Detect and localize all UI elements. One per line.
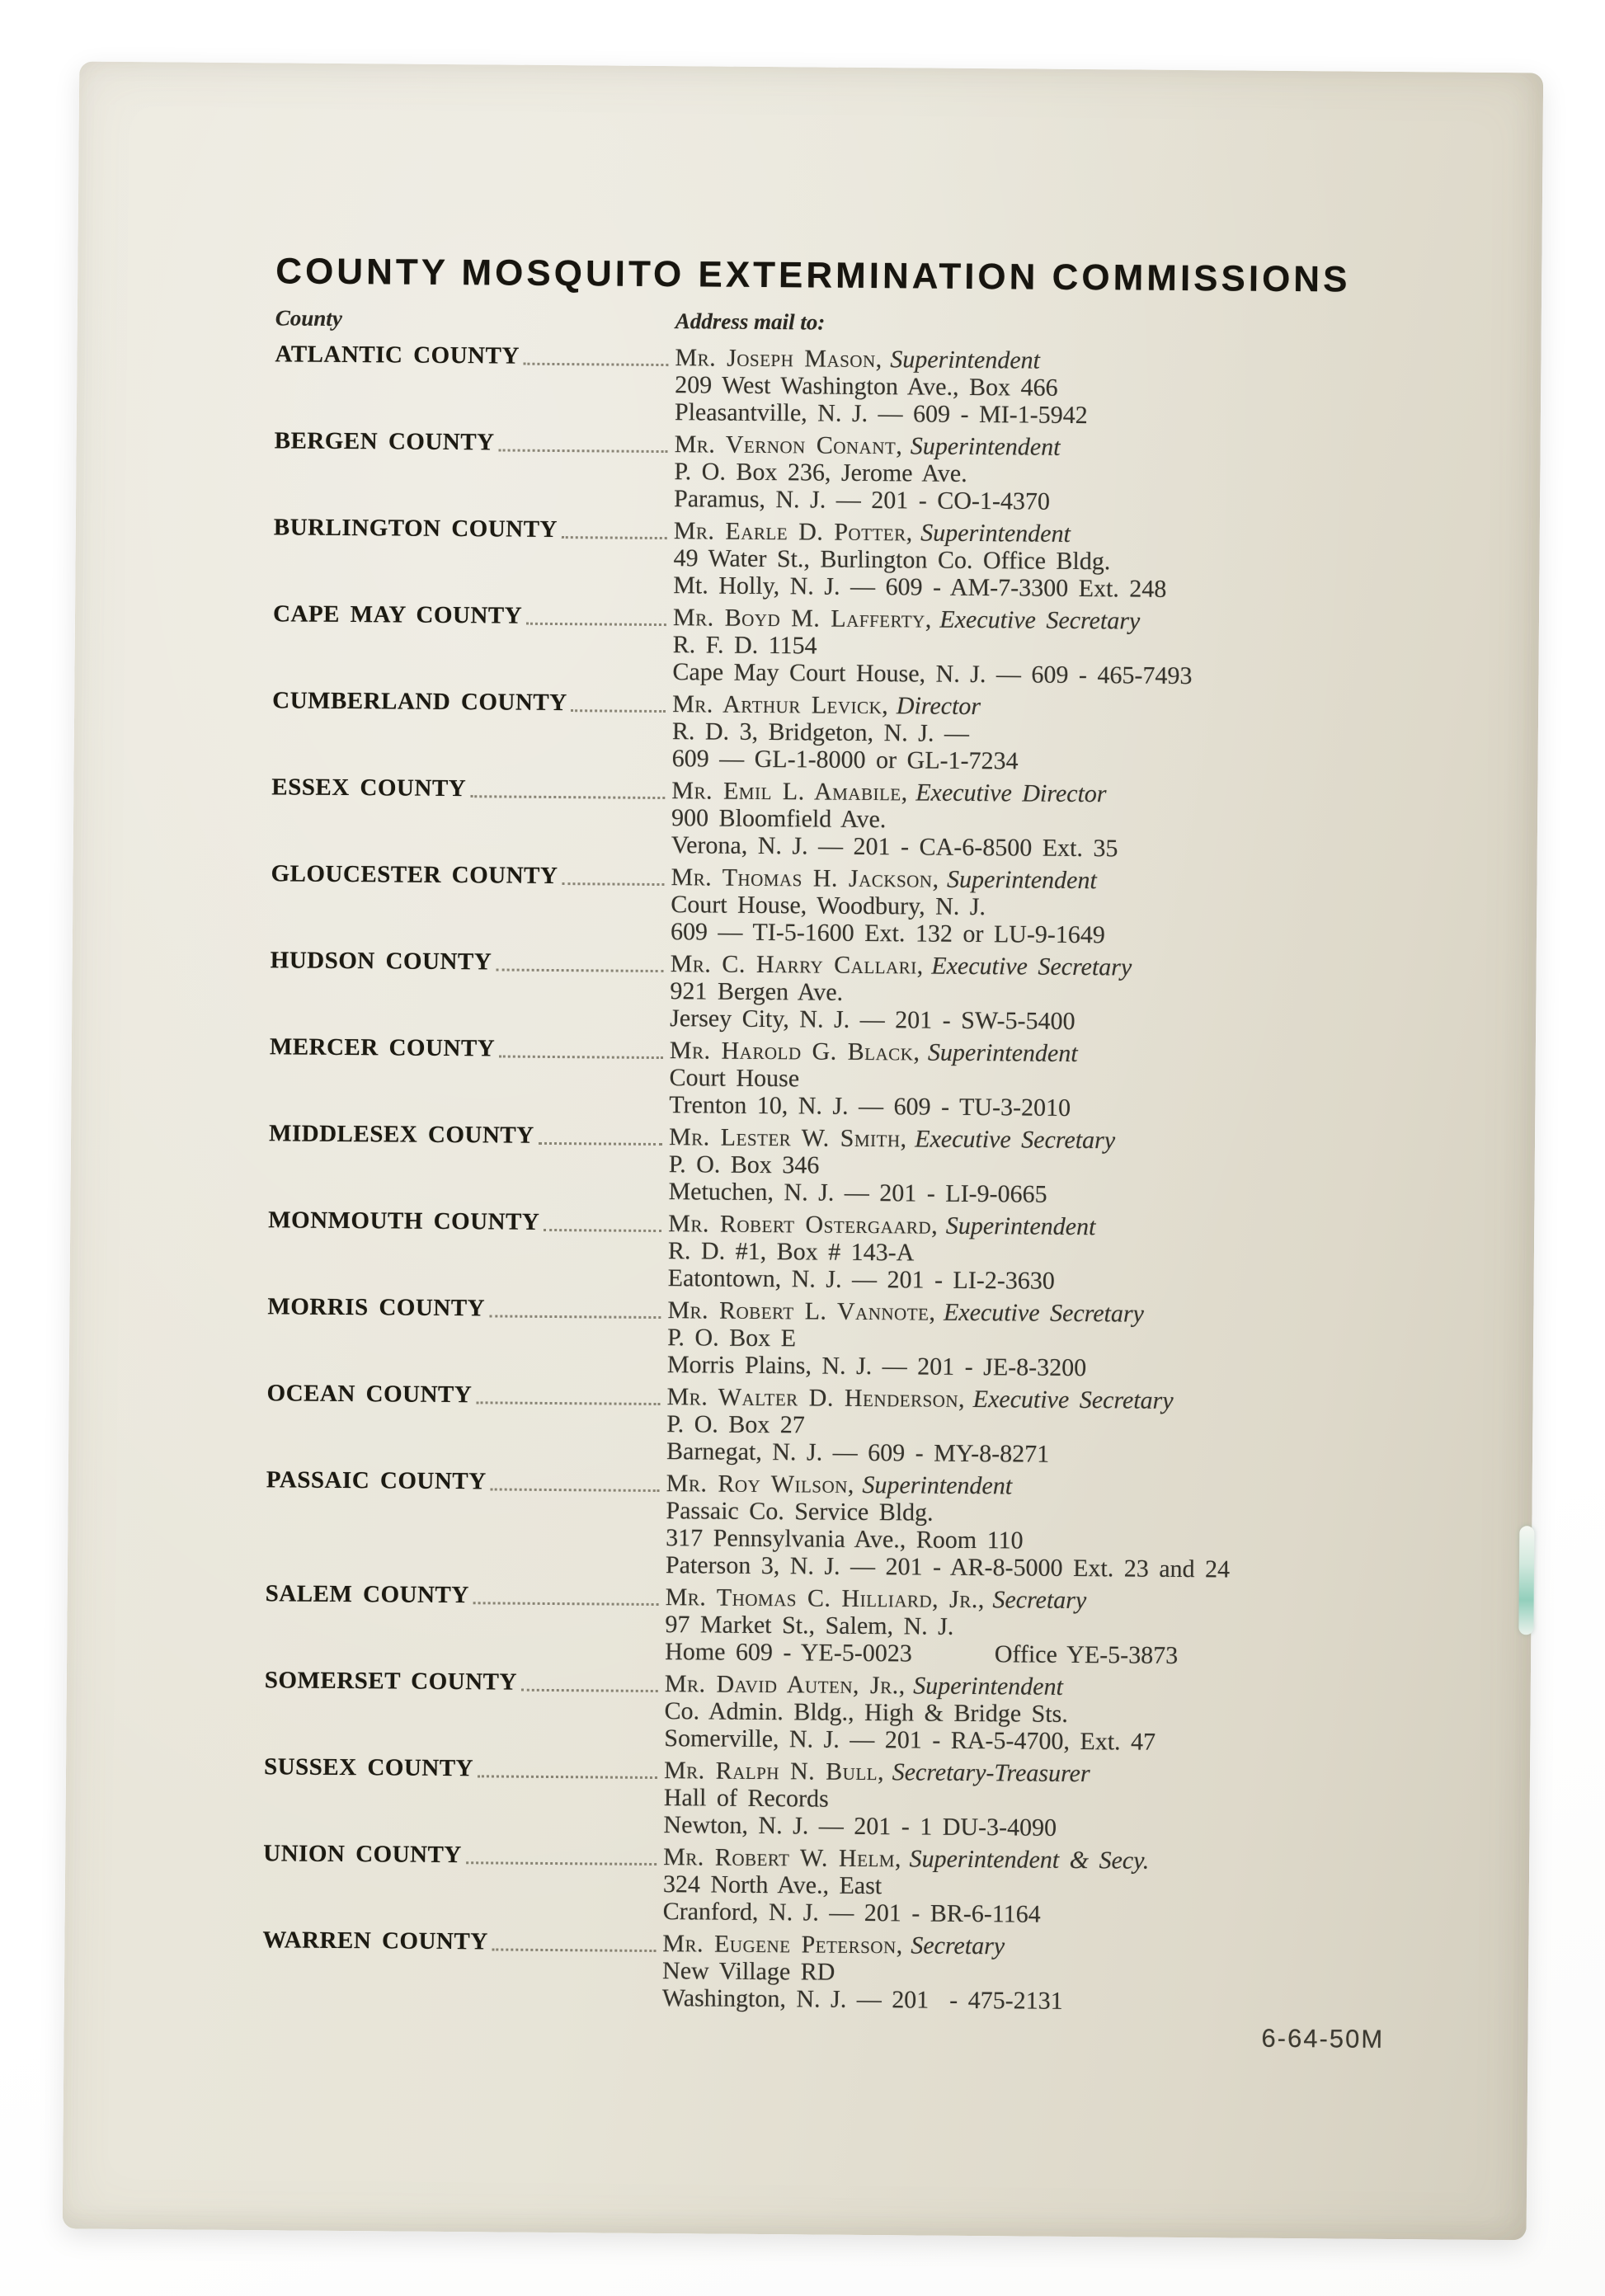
contact-role: Executive Secretary — [939, 605, 1141, 635]
contact-role: Secretary-Treasurer — [892, 1758, 1090, 1788]
entry-county-cell — [273, 514, 674, 599]
page-content — [262, 251, 1497, 2023]
contact-role: Executive Secretary — [915, 1125, 1116, 1155]
dotted-leader — [539, 1122, 663, 1146]
contact-role: Executive Secretary — [972, 1386, 1174, 1414]
entry-address-cell — [666, 1383, 1488, 1471]
contact-role: Superintendent — [927, 1038, 1078, 1067]
dotted-leader — [478, 1755, 657, 1779]
dotted-leader — [562, 863, 664, 886]
entry-address-cell — [671, 863, 1492, 952]
county-name: SUSSEX COUNTY — [263, 1753, 474, 1782]
entry-row — [272, 687, 1494, 779]
entry-address-cell — [664, 1670, 1485, 1758]
dotted-leader — [491, 1468, 660, 1492]
county-name: CUMBERLAND COUNTY — [272, 687, 567, 717]
contact-name: Mr. Roy Wilson, — [666, 1470, 855, 1499]
entry-county-cell — [271, 774, 672, 859]
document-page — [63, 61, 1544, 2240]
dotted-leader — [489, 1295, 661, 1319]
column-header-county: County — [275, 305, 342, 331]
address-line: R. D. 3, Bridgeton, N. J. — — [671, 718, 970, 747]
entry-row — [269, 1033, 1490, 1125]
county-name: OCEAN COUNTY — [266, 1380, 473, 1409]
address-line: 921 Bergen Ave. — [670, 977, 844, 1006]
address-line: Hall of Records — [663, 1784, 829, 1813]
address-line: Home 609 - YE-5-0023 Office YE-5-3873 — [665, 1638, 1179, 1669]
dotted-leader — [524, 343, 669, 366]
county-name: ATLANTIC COUNTY — [275, 341, 520, 369]
entry-county-cell — [267, 1293, 668, 1378]
entry-county-cell — [272, 600, 673, 685]
contact-name: Mr. Walter D. Henderson, — [666, 1383, 966, 1413]
entry-address-cell — [670, 950, 1491, 1038]
entry-address-cell — [665, 1583, 1486, 1672]
contact-name: Mr. Lester W. Smith, — [668, 1123, 907, 1153]
address-line: Trenton 10, N. J. — 609 - TU-3-2010 — [669, 1091, 1071, 1122]
entry-row — [268, 1120, 1490, 1212]
dotted-leader — [562, 516, 667, 539]
address-line: New Village RD — [661, 1957, 835, 1986]
address-line: 97 Market St., Salem, N. J. — [665, 1611, 954, 1640]
entry-row — [271, 860, 1492, 952]
entry-row — [266, 1466, 1487, 1585]
entry-address-cell — [674, 430, 1495, 519]
contact-name: Mr. C. Harry Callari, — [670, 950, 924, 980]
contact-name: Mr. Boyd M. Lafferty, — [672, 604, 932, 633]
column-headers — [275, 305, 1496, 341]
address-line: Eatontown, N. J. — 201 - LI-2-3630 — [667, 1264, 1055, 1295]
entry-county-cell — [262, 1927, 663, 2011]
address-line: P. O. Box E — [667, 1324, 797, 1353]
dotted-leader — [526, 603, 666, 626]
county-name: MERCER COUNTY — [269, 1033, 496, 1062]
address-line: Verona, N. J. — 201 - CA-6-8500 Ext. 35 — [671, 831, 1118, 863]
contact-name: Mr. Thomas H. Jackson, — [671, 863, 939, 893]
address-line: Cape May Court House, N. J. — 609 - 465-7493 — [672, 658, 1193, 690]
dotted-leader — [476, 1381, 661, 1405]
entry-county-cell — [274, 427, 675, 512]
dotted-leader — [492, 1928, 657, 1952]
address-line: Passaic Co. Service Bldg. — [666, 1497, 934, 1527]
entry-county-cell — [266, 1380, 667, 1465]
entry-address-cell — [662, 1930, 1484, 2018]
contact-name: Mr. Thomas C. Hilliard, Jr., — [665, 1583, 985, 1614]
dotted-leader — [466, 1842, 657, 1866]
address-line: Morris Plains, N. J. — 201 - JE-8-3200 — [666, 1351, 1087, 1382]
page-title: COUNTY MOSQUITO EXTERMINATION COMMISSIONS — [275, 251, 1351, 300]
entry-row — [263, 1840, 1485, 1931]
address-line: P. O. Box 27 — [666, 1410, 805, 1439]
dotted-leader — [496, 948, 664, 972]
contact-role: Superintendent — [910, 432, 1061, 461]
entry-row — [273, 514, 1494, 605]
entry-address-cell — [672, 690, 1494, 779]
contact-name: Mr. Emil L. Amabile, — [671, 777, 908, 807]
address-line: Mt. Holly, N. J. — 609 - AM-7-3300 Ext. 248 — [673, 572, 1167, 603]
entry-address-cell — [671, 777, 1493, 865]
address-line: Court House — [669, 1064, 800, 1093]
entry-county-cell — [268, 1207, 669, 1292]
dotted-leader — [521, 1669, 658, 1692]
county-name: SALEM COUNTY — [265, 1580, 469, 1609]
dotted-leader — [470, 775, 665, 799]
contact-role: Secretary — [992, 1586, 1087, 1615]
contact-role: Director — [896, 692, 981, 721]
entry-row — [262, 1927, 1484, 2018]
entry-address-cell — [668, 1123, 1490, 1212]
contact-name: Mr. Robert L. Vannote, — [667, 1296, 936, 1326]
contact-name: Mr. Ralph N. Bull, — [663, 1757, 885, 1786]
column-header-address: Address mail to: — [675, 308, 826, 335]
entry-county-cell — [263, 1753, 664, 1838]
contact-role: Superintendent — [913, 1672, 1064, 1701]
dotted-leader — [499, 1035, 663, 1059]
address-line: Paramus, N. J. — 201 - CO-1-4370 — [674, 485, 1051, 515]
entry-county-cell — [268, 1120, 669, 1205]
address-line: 609 — GL-1-8000 or GL-1-7234 — [671, 745, 1019, 775]
county-name: GLOUCESTER COUNTY — [271, 860, 558, 890]
contact-role: Superintendent — [920, 519, 1071, 548]
county-list — [262, 341, 1496, 2018]
address-line: Somerville, N. J. — 201 - RA-5-4700, Ext. 47 — [664, 1724, 1156, 1756]
contact-name: Mr. Robert Ostergaard, — [668, 1210, 939, 1240]
entry-county-cell — [271, 860, 671, 945]
entry-address-cell — [668, 1210, 1490, 1298]
address-line: 324 North Ave., East — [662, 1870, 883, 1900]
entry-row — [265, 1580, 1486, 1672]
county-name: BERGEN COUNTY — [274, 427, 495, 456]
address-line: 317 Pennsylvania Ave., Room 110 — [666, 1524, 1024, 1555]
address-line: R. D. #1, Box # 143-A — [667, 1237, 915, 1267]
address-line: Pleasantville, N. J. — 609 - MI-1-5942 — [674, 398, 1088, 430]
address-line: Court House, Woodbury, N. J. — [671, 891, 986, 921]
entry-county-cell — [270, 947, 671, 1032]
contact-role: Executive Secretary — [931, 952, 1132, 981]
entry-row — [263, 1753, 1485, 1845]
entry-row — [268, 1207, 1490, 1298]
entry-address-cell — [672, 604, 1494, 692]
address-line: Metuchen, N. J. — 201 - LI-9-0665 — [668, 1178, 1047, 1208]
dotted-leader — [544, 1209, 661, 1232]
entry-county-cell — [265, 1580, 666, 1665]
entry-address-cell — [666, 1470, 1487, 1585]
entry-row — [275, 341, 1496, 432]
county-name: HUDSON COUNTY — [270, 947, 492, 976]
contact-name: Mr. Earle D. Potter, — [673, 517, 913, 547]
address-line: Newton, N. J. — 201 - 1 DU-3-4090 — [663, 1811, 1057, 1842]
address-line: 209 West Washington Ave., Box 466 — [675, 371, 1058, 402]
contact-role: Superintendent — [947, 865, 1097, 895]
address-line: R. F. D. 1154 — [672, 631, 817, 660]
entry-county-cell — [269, 1033, 670, 1118]
contact-name: Mr. Eugene Peterson, — [662, 1930, 903, 1960]
dotted-leader — [498, 429, 667, 453]
contact-role: Superintendent — [945, 1212, 1096, 1241]
entry-county-cell — [275, 341, 675, 426]
entry-address-cell — [663, 1757, 1485, 1845]
entry-row — [271, 774, 1493, 865]
county-name: BURLINGTON COUNTY — [273, 514, 558, 543]
entry-county-cell — [266, 1466, 666, 1578]
address-line: Washington, N. J. — 201 - 475-2131 — [661, 1984, 1063, 2015]
contact-name: Mr. Robert W. Helm, — [663, 1843, 902, 1873]
county-name: UNION COUNTY — [263, 1840, 462, 1869]
address-line: Paterson 3, N. J. — 201 - AR-8-5000 Ext. 23 and 24 — [665, 1551, 1231, 1583]
entry-address-cell — [663, 1843, 1485, 1931]
dotted-leader — [473, 1582, 659, 1606]
entry-row — [272, 600, 1494, 692]
contact-name: Mr. Joseph Mason, — [675, 344, 883, 374]
entry-county-cell — [264, 1667, 665, 1752]
county-name: MIDDLESEX COUNTY — [268, 1120, 534, 1149]
county-name: PASSAIC COUNTY — [266, 1466, 487, 1495]
contact-role: Superintendent — [862, 1470, 1013, 1500]
entry-address-cell — [673, 517, 1494, 605]
county-name: WARREN COUNTY — [262, 1927, 488, 1955]
contact-name: Mr. Vernon Conant, — [674, 430, 903, 460]
address-line: Jersey City, N. J. — 201 - SW-5-5400 — [670, 1004, 1075, 1035]
county-name: CAPE MAY COUNTY — [272, 600, 523, 629]
contact-role: Executive Secretary — [943, 1298, 1145, 1328]
address-line: P. O. Box 236, Jerome Ave. — [674, 458, 967, 487]
address-line: Co. Admin. Bldg., High & Bridge Sts. — [664, 1697, 1068, 1728]
county-name: SOMERSET COUNTY — [264, 1667, 518, 1696]
entry-row — [270, 947, 1491, 1038]
contact-role: Secretary — [911, 1931, 1005, 1960]
entry-county-cell — [272, 687, 673, 772]
address-line: P. O. Box 346 — [668, 1150, 820, 1179]
entry-row — [274, 427, 1495, 519]
contact-role: Superintendent & Secy. — [909, 1845, 1150, 1875]
address-line: 609 — TI-5-1600 Ext. 132 or LU-9-1649 — [670, 918, 1106, 949]
address-line: 49 Water St., Burlington Co. Office Bldg. — [673, 544, 1111, 576]
entry-address-cell — [669, 1037, 1490, 1125]
contact-role: Superintendent — [890, 346, 1041, 374]
county-name: MORRIS COUNTY — [267, 1293, 486, 1322]
page-edge-mark — [1518, 1526, 1534, 1635]
county-name: MONMOUTH COUNTY — [268, 1207, 540, 1235]
contact-name: Mr. Arthur Levick, — [672, 690, 889, 720]
entry-row — [267, 1293, 1489, 1385]
contact-name: Mr. David Auten, Jr., — [664, 1670, 906, 1700]
contact-name: Mr. Harold G. Black, — [669, 1037, 920, 1066]
entry-row — [264, 1667, 1485, 1758]
entry-address-cell — [675, 344, 1496, 432]
address-line: Cranford, N. J. — 201 - BR-6-1164 — [662, 1898, 1041, 1928]
dotted-leader — [572, 689, 666, 713]
entry-address-cell — [667, 1296, 1489, 1385]
entry-county-cell — [263, 1840, 664, 1925]
address-line: 900 Bloomfield Ave. — [671, 804, 887, 834]
print-code: 6-64-50M — [1261, 2023, 1385, 2054]
entry-row — [266, 1380, 1488, 1471]
address-line: Barnegat, N. J. — 609 - MY-8-8271 — [666, 1437, 1050, 1468]
contact-role: Executive Director — [915, 779, 1107, 808]
county-name: ESSEX COUNTY — [271, 774, 467, 802]
